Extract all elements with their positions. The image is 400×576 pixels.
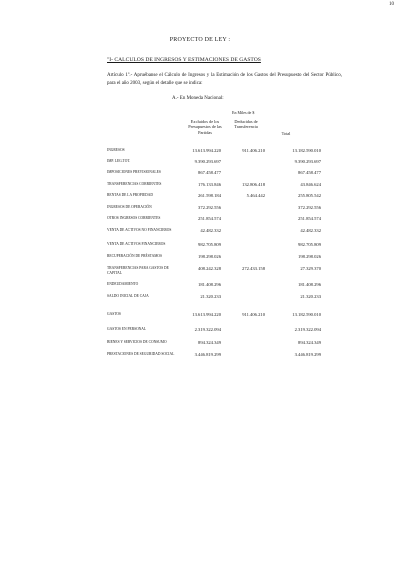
currency-subheading: A.- En Moneda Nacional: xyxy=(172,96,224,101)
value-total: 982.705.809 xyxy=(298,242,321,247)
value-total: 894.324.349 xyxy=(298,340,321,345)
value-excluded: 261.598.184 xyxy=(198,193,221,198)
row-label: VENTA DE ACTIVOS FINANCIEROS xyxy=(107,242,166,246)
value-excluded: 42.482.332 xyxy=(200,228,221,233)
value-excluded: 13.613.994.220 xyxy=(192,312,221,317)
row-label: GASTOS xyxy=(107,312,121,316)
column-header-excluded: Excluidos de los Presupuestos de las Partidas xyxy=(188,119,222,135)
value-excluded: 867.458.477 xyxy=(198,170,221,175)
column-header-total: Total xyxy=(281,131,291,136)
value-total: 43.846.624 xyxy=(300,182,321,187)
row-label: INGRESOS DE OPERACIÓN xyxy=(107,205,152,209)
value-excluded: 372.292.556 xyxy=(198,205,221,210)
value-deducted: 272.433.158 xyxy=(242,266,265,271)
value-total: 372.292.556 xyxy=(298,205,321,210)
row-label: VENTA DE ACTIVOS NO FINANCIEROS xyxy=(107,228,172,232)
row-label: GASTOS EN PERSONAL xyxy=(107,327,147,331)
row-label: RECUPERACIÓN DE PRÉSTAMOS xyxy=(107,254,163,258)
value-total: 255.805.542 xyxy=(298,193,321,198)
row-label: RENTAS DE LA PROPIEDAD xyxy=(107,193,153,197)
value-total: 42.482.332 xyxy=(300,228,321,233)
row-label: SALDO INICIAL DE CAJA xyxy=(107,294,149,298)
value-total: 27.329.370 xyxy=(300,266,321,271)
row-label: ENDEUDAMIENTO xyxy=(107,282,139,286)
value-total: 251.854.574 xyxy=(298,216,321,221)
value-excluded: 251.854.574 xyxy=(198,216,221,221)
value-total: 198.298.026 xyxy=(298,254,321,259)
row-label: INGRESOS xyxy=(107,148,125,152)
article-paragraph: Artículo 1º.- Apruébanse el Cálculo de Ingresos y la Estimación de los Gastos del Presupuesto del Sector Público, para el año 2003, según el detalle que se indica: xyxy=(107,73,342,86)
value-total: 2.319.322.094 xyxy=(294,327,321,332)
value-total: 13.182.590.010 xyxy=(292,148,321,153)
value-total: 867.458.477 xyxy=(298,170,321,175)
value-excluded: 3.446.819.299 xyxy=(194,352,221,357)
value-excluded: 408.242.328 xyxy=(198,266,221,271)
row-label: BIENES Y SERVICIOS DE CONSUMO xyxy=(107,340,167,344)
value-excluded: 198.298.026 xyxy=(198,254,221,259)
value-excluded: 176.133.846 xyxy=(198,182,221,187)
section-heading: "I- CALCULOS DE INGRESOS Y ESTIMACIONES DE GASTOS xyxy=(107,57,261,63)
value-total: 3.446.819.299 xyxy=(294,352,321,357)
value-excluded: 2.319.322.094 xyxy=(194,327,221,332)
value-deducted: 911.406.210 xyxy=(242,148,265,153)
value-excluded: 13.613.994.220 xyxy=(192,148,221,153)
row-label: PRESTACIONES DE SEGURIDAD SOCIAL xyxy=(107,352,175,356)
row-label: OTROS INGRESOS CORRIENTES xyxy=(107,216,161,220)
row-label: TRANSFERENCIAS PARA GASTOS DE CAPITAL xyxy=(107,266,169,275)
value-excluded: 982.705.809 xyxy=(198,242,221,247)
column-header-deducted: Deducidas de Transferencia xyxy=(234,119,258,130)
value-deducted: 132.806.418 xyxy=(242,182,265,187)
value-total: 181.408.296 xyxy=(298,282,321,287)
page-number: 10 xyxy=(389,2,394,7)
value-total: 13.182.590.010 xyxy=(292,312,321,317)
value-deducted: 5.464.442 xyxy=(246,193,265,198)
value-deducted: 911.406.210 xyxy=(242,312,265,317)
value-excluded: 9.390.293.697 xyxy=(194,159,221,164)
row-label: TRANSFERENCIAS CORRIENTES xyxy=(107,182,162,186)
value-excluded: 894.324.349 xyxy=(198,340,221,345)
value-excluded: 21.320.233 xyxy=(200,294,221,299)
value-total: 21.320.233 xyxy=(300,294,321,299)
value-total: 9.390.293.697 xyxy=(294,159,321,164)
unit-label: En Miles de $ xyxy=(232,110,255,115)
value-excluded: 181.408.296 xyxy=(198,282,221,287)
row-label: IMP. LEG.TOT. xyxy=(107,159,131,163)
document-title: PROYECTO DE LEY : xyxy=(169,37,231,43)
row-label: IMPOSICIONES PREVISIONALES xyxy=(107,170,161,174)
